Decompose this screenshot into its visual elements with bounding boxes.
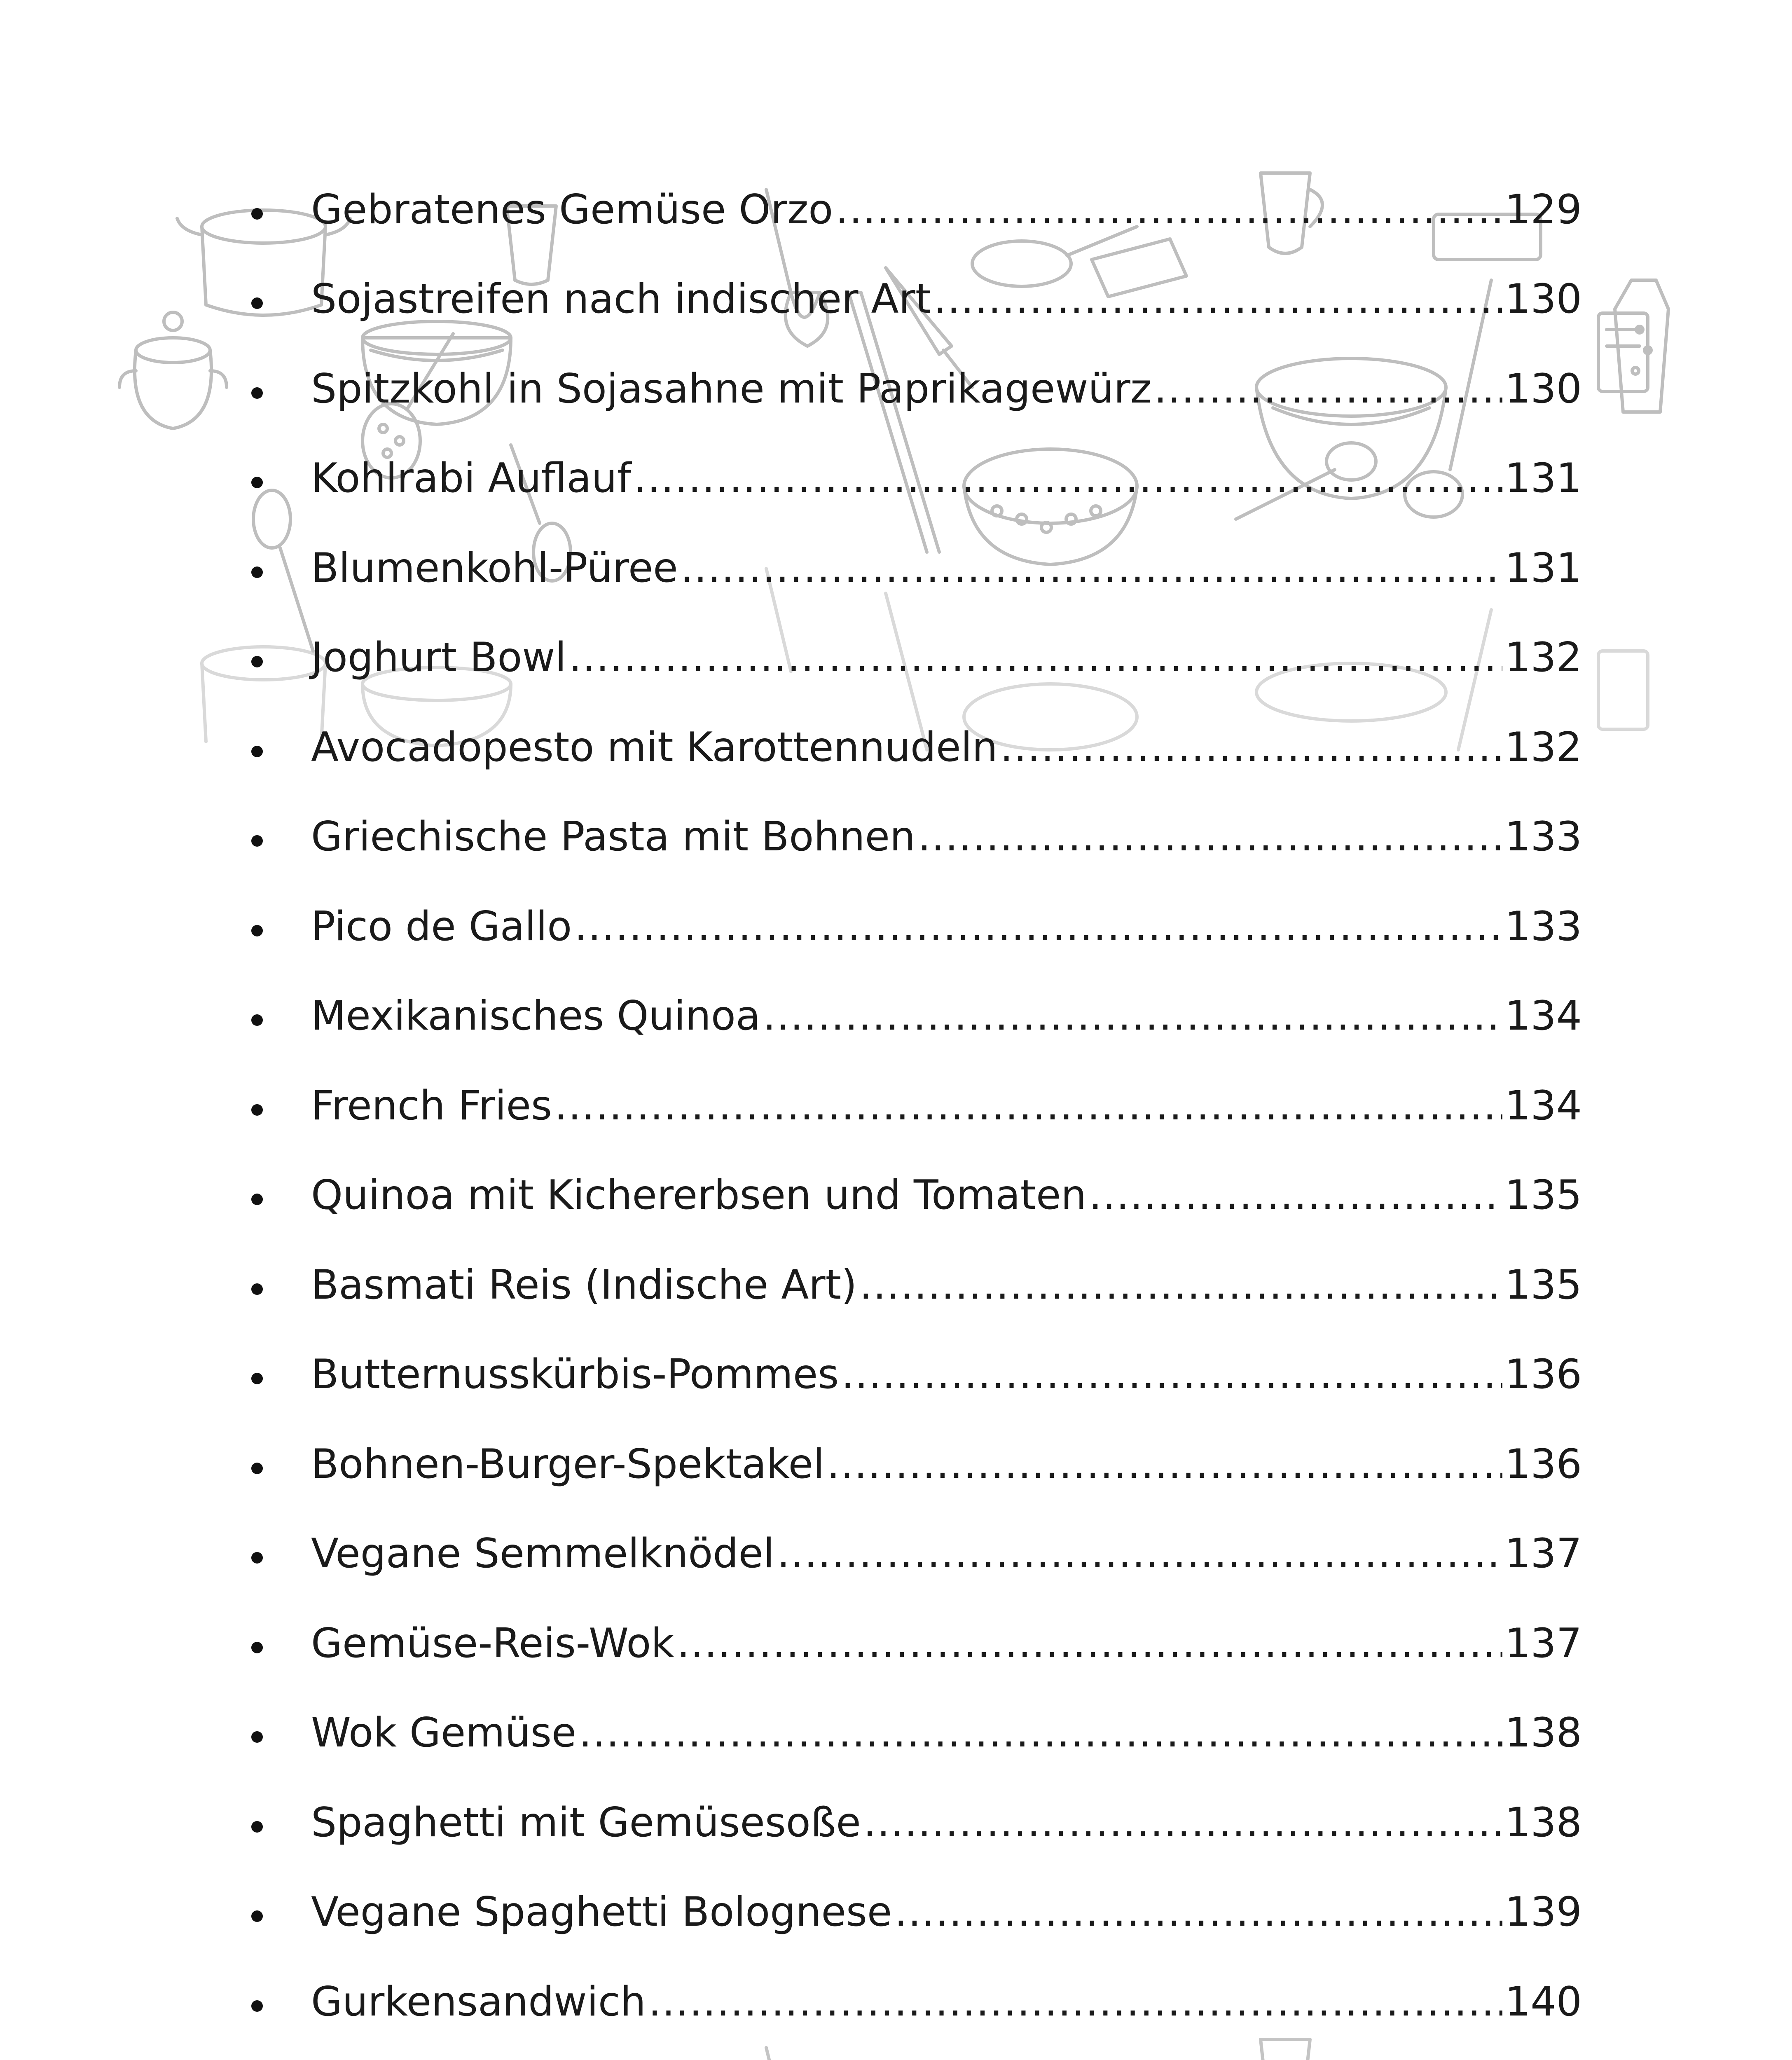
toc-entry[interactable] [239,1240,1582,1330]
dot-leader [863,1802,1502,1843]
bullet-icon [251,746,263,757]
toc-entry-page-number: 131 [1504,455,1582,502]
toc-entry-page-number: 135 [1504,1261,1582,1309]
bullet-icon [251,1373,263,1384]
bullet-icon [251,1283,263,1295]
toc-entry-line [311,1889,1582,1936]
toc-entry-line [311,1261,1582,1309]
toc-entry[interactable] [239,613,1582,703]
bullet-icon [251,1463,263,1474]
table-of-contents [239,165,1582,2060]
toc-entry-title: Blumenkohl-Püree [311,544,678,592]
dot-leader [1154,369,1502,409]
toc-entry-line [311,1082,1582,1129]
bullet-icon [251,656,263,667]
dot-leader [634,458,1502,499]
toc-entry-line [311,186,1582,233]
toc-entry[interactable] [239,1151,1582,1241]
dot-leader [894,1892,1502,1932]
dot-leader [841,1354,1502,1395]
toc-entry-title: Gurkensandwich [311,1978,646,2025]
toc-entry[interactable] [239,792,1582,882]
dot-leader [827,1444,1502,1484]
toc-entry-title: Basmati Reis (Indische Art) [311,1261,857,1309]
toc-entry-line [311,1620,1582,1667]
bullet-icon [251,387,263,399]
toc-entry-page-number: 130 [1504,276,1582,323]
toc-entry[interactable] [239,1868,1582,1957]
toc-entry-page-number: 138 [1504,1799,1582,1846]
toc-entry-line [311,1709,1582,1757]
toc-entry-page-number: 136 [1504,1351,1582,1398]
toc-entry-line [311,1799,1582,1846]
dot-leader [677,1623,1502,1664]
toc-entry-title: Spitzkohl in Sojasahne mit Paprikagewürz [311,365,1152,412]
toc-entry[interactable] [239,1509,1582,1599]
bullet-icon [251,1642,263,1653]
toc-entry-line [311,1530,1582,1578]
toc-entry-title: Vegane Semmelknödel [311,1530,775,1578]
bullet-icon [251,1731,263,1743]
toc-entry[interactable] [239,1599,1582,1688]
dot-leader [1089,1175,1502,1215]
toc-entry[interactable] [239,1330,1582,1420]
toc-entry[interactable] [239,523,1582,613]
bullet-icon [251,1821,263,1833]
dot-leader [681,548,1502,588]
toc-entry-title: Bohnen-Burger-Spektakel [311,1440,825,1488]
toc-entry-title: Vegane Spaghetti Bolognese [311,1889,892,1936]
toc-entry-page-number: 133 [1504,813,1582,861]
toc-entry-line [311,723,1582,771]
toc-entry-line [311,1440,1582,1488]
dot-leader [777,1533,1502,1574]
dot-leader [554,1086,1502,1126]
toc-entry-line [311,634,1582,681]
toc-entry-page-number: 131 [1504,544,1582,592]
bullet-icon [251,297,263,309]
bullet-icon [251,1104,263,1116]
toc-entry-page-number: 134 [1504,1082,1582,1129]
toc-entry-line [311,1172,1582,1219]
toc-entry-page-number: 136 [1504,1440,1582,1488]
toc-entry[interactable] [239,344,1582,434]
toc-entry[interactable] [239,1778,1582,1868]
toc-entry-line [311,903,1582,950]
dot-leader [569,637,1502,678]
toc-entry[interactable] [239,434,1582,524]
toc-entry-page-number: 137 [1504,1620,1582,1667]
toc-entry-page-number: 132 [1504,723,1582,771]
toc-entry-page-number: 132 [1504,634,1582,681]
bullet-icon [251,1552,263,1564]
bullet-icon [251,2000,263,2012]
toc-entry-line [311,455,1582,502]
toc-entry-page-number: 137 [1504,1530,1582,1578]
toc-entry-line [311,1978,1582,2025]
toc-entry-page-number: 129 [1504,186,1582,233]
toc-entry[interactable] [239,255,1582,344]
toc-entry-line [311,544,1582,592]
toc-entry-title: Mexikanisches Quinoa [311,993,760,1040]
toc-entry-page-number: 135 [1504,1172,1582,1219]
bullet-icon [251,477,263,488]
toc-entry[interactable] [239,1061,1582,1151]
dot-leader [859,1265,1502,1305]
toc-entry-line [311,1351,1582,1398]
toc-entry-title: French Fries [311,1082,552,1129]
toc-entry-line [311,993,1582,1040]
bullet-icon [251,566,263,578]
bullet-icon [251,925,263,936]
bullet-icon [251,835,263,847]
toc-entry[interactable] [239,1957,1582,2047]
dot-leader [648,1982,1502,2022]
toc-entry[interactable] [239,882,1582,971]
toc-entry-title: Spaghetti mit Gemüsesoße [311,1799,861,1846]
toc-entry-page-number: 130 [1504,365,1582,412]
lidded-pot-icon [119,312,227,428]
toc-entry-page-number: 140 [1504,1978,1582,2025]
grater-icon [1615,280,1668,412]
toc-entry[interactable] [239,971,1582,1061]
toc-entry-title: Avocadopesto mit Karottennudeln [311,723,998,771]
bullet-icon [251,1194,263,1205]
toc-entry-title: Kohlrabi Auflauf [311,455,632,502]
toc-entry[interactable] [239,1419,1582,1509]
dot-leader [1000,727,1502,768]
dot-leader [579,1713,1502,1753]
dot-leader [918,817,1502,857]
toc-entry-title: Joghurt Bowl [311,634,566,681]
bullet-icon [251,1910,263,1922]
toc-entry-title: Gebratenes Gemüse Orzo [311,186,833,233]
toc-entry[interactable] [239,702,1582,792]
dot-leader [933,279,1502,319]
toc-entry[interactable] [239,2047,1582,2060]
bullet-icon [251,208,263,220]
toc-entry-page-number: 138 [1504,1709,1582,1757]
toc-entry-title: Gemüse-Reis-Wok [311,1620,675,1667]
toc-entry-line [311,365,1582,412]
dot-leader [763,996,1502,1036]
toc-entry-line [311,276,1582,323]
toc-entry-title: Pico de Gallo [311,903,572,950]
toc-entry-page-number: 133 [1504,903,1582,950]
toc-entry-page-number: 134 [1504,993,1582,1040]
toc-entry-line [311,813,1582,861]
toc-entry[interactable] [239,165,1582,255]
dot-leader [835,190,1502,230]
toc-entry-title: Wok Gemüse [311,1709,577,1757]
toc-entry-title: Butternusskürbis-Pommes [311,1351,839,1398]
toc-entry[interactable] [239,1688,1582,1778]
toc-entry-title: Griechische Pasta mit Bohnen [311,813,915,861]
toc-entry-page-number: 139 [1504,1889,1582,1936]
dot-leader [574,906,1502,947]
bullet-icon [251,1014,263,1026]
toc-entry-title: Sojastreifen nach indischer Art [311,276,931,323]
toc-entry-title: Quinoa mit Kichererbsen und Tomaten [311,1172,1087,1219]
